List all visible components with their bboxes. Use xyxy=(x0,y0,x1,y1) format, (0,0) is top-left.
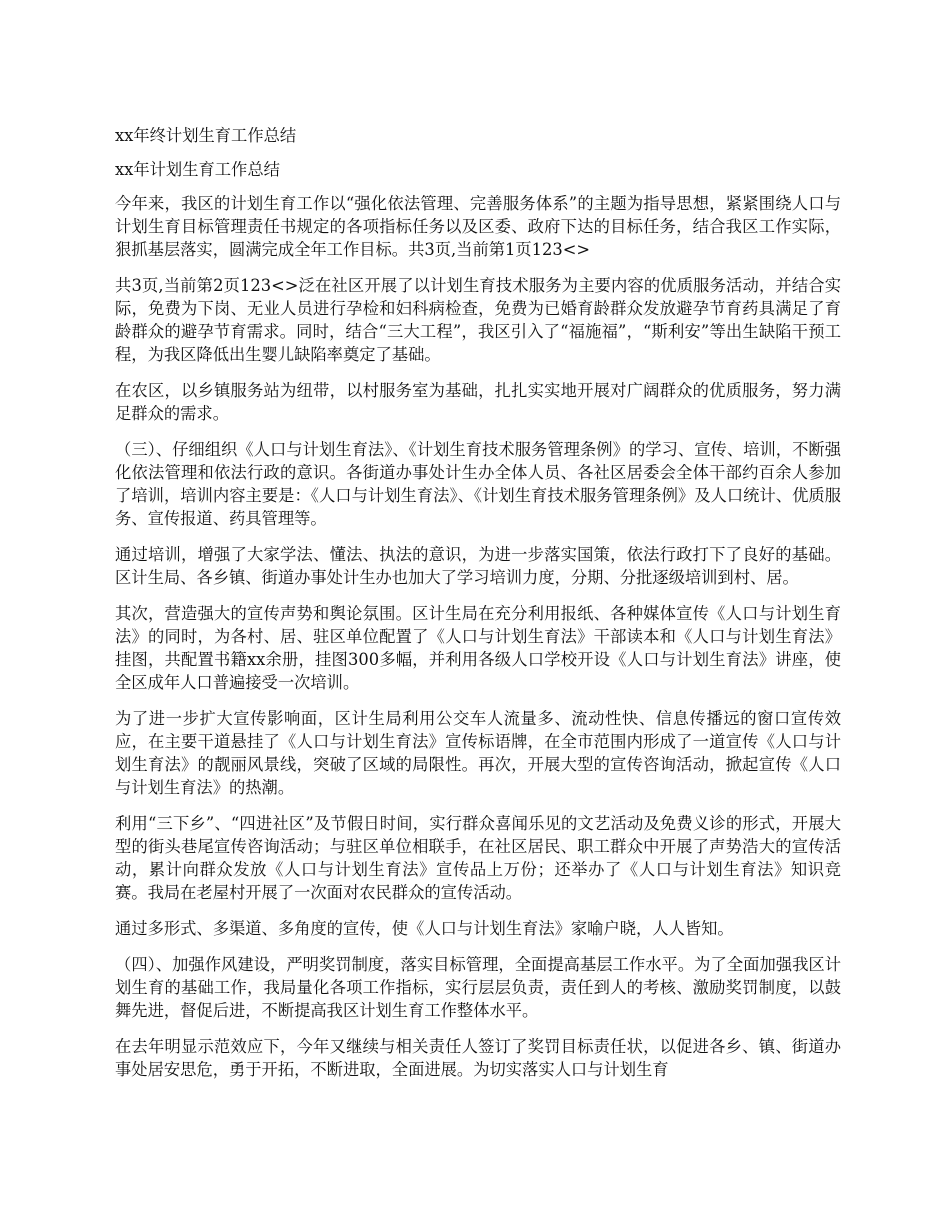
paragraph: （四）、加强作风建设，严明奖罚制度，落实目标管理，全面提高基层工作水平。为了全面加强我区计划生育的基础工作，我局量化各项工作指标，实行层层负责，责任到人的考核、激励奖罚制度，以鼓舞先进，督促后进，不断提高我区计划生育工作整体水平。 xyxy=(115,955,841,1020)
document-subtitle: xx年计划生育工作总结 xyxy=(115,160,280,179)
paragraph: 在农区，以乡镇服务站为纽带，以村服务室为基础，扎扎实实地开展对广阔群众的优质服务，努力满足群众的需求。 xyxy=(115,381,841,423)
document-page xyxy=(115,124,841,1094)
paragraph: 今年来，我区的计划生育工作以“强化依法管理、完善服务体系”的主题为指导思想，紧紧围绕人口与计划生育目标管理责任书规定的各项指标任务以及区委、政府下达的目标任务，结合我区工作实际，狠抓基层落实，圆满完成全年工作目标。共3页,当前第1页123<> xyxy=(115,194,841,259)
paragraph: 利用“三下乡”、“四进社区”及节假日时间，实行群众喜闻乐见的文艺活动及免费义诊的形式，开展大型的街头巷尾宣传咨询活动；与驻区单位相联手，在社区居民、职工群众中开展了声势浩大的宣传活动，累计向群众发放《人口与计划生育法》宣传品上万份；还举办了《人口与计划生育法》知识竞赛。我局在老屋村开展了一次面对农民群众的宣传活动。 xyxy=(115,814,841,902)
paragraph: 其次，营造强大的宣传声势和舆论氛围。区计生局在充分利用报纸、各种媒体宣传《人口与计划生育法》的同时，为各村、居、驻区单位配置了《人口与计划生育法》干部读本和《人口与计划生育法》挂图，共配置书籍xx余册，挂图300多幅，并利用各级人口学校开设《人口与计划生育法》讲座，使全区成年人口普遍接受一次培训。 xyxy=(115,604,841,692)
paragraph: 通过多形式、多渠道、多角度的宣传，使《人口与计划生育法》家喻户晓，人人皆知。 xyxy=(115,919,734,938)
paragraph: 为了进一步扩大宣传影响面，区计生局利用公交车人流量多、流动性快、信息传播远的窗口宣传效应，在主要干道悬挂了《人口与计划生育法》宣传标语牌，在全市范围内形成了一道宣传《人口与计划生育法》的靓丽风景线，突破了区域的局限性。再次，开展大型的宣传咨询活动，掀起宣传《人口与计划生育法》的热潮。 xyxy=(115,709,841,797)
paragraph: 通过培训，增强了大家学法、懂法、执法的意识，为进一步落实国策，依法行政打下了良好的基础。区计生局、各乡镇、街道办事处计生办也加大了学习培训力度，分期、分批逐级培训到村、居。 xyxy=(115,545,841,587)
paragraph: 共3页,当前第2页123<>泛在社区开展了以计划生育技术服务为主要内容的优质服务活动，并结合实际，免费为下岗、无业人员进行孕检和妇科病检查，免费为已婚育龄群众发放避孕节育药具满足了育龄群众的避孕节育需求。同时，结合“三大工程”，我区引入了“福施福”，“斯利安”等出生缺陷干预工程，为我区降低出生婴儿缺陷率奠定了基础。 xyxy=(115,276,841,364)
document-title: xx年终计划生育工作总结 xyxy=(115,126,297,145)
paragraph: （三）、仔细组织《人口与计划生育法》、《计划生育技术服务管理条例》的学习、宣传、培训，不断强化依法管理和依法行政的意识。各街道办事处计生办全体人员、各社区居委会全体干部约百余人参加了培训，培训内容主要是：《人口与计划生育法》、《计划生育技术服务管理条例》及人口统计、优质服务、宣传报道、药具管理等。 xyxy=(115,440,841,528)
paragraph: 在去年明显示范效应下，今年又继续与相关责任人签订了奖罚目标责任状，以促进各乡、镇、街道办事处居安思危，勇于开拓，不断进取，全面进展。为切实落实人口与计划生育 xyxy=(115,1037,841,1079)
